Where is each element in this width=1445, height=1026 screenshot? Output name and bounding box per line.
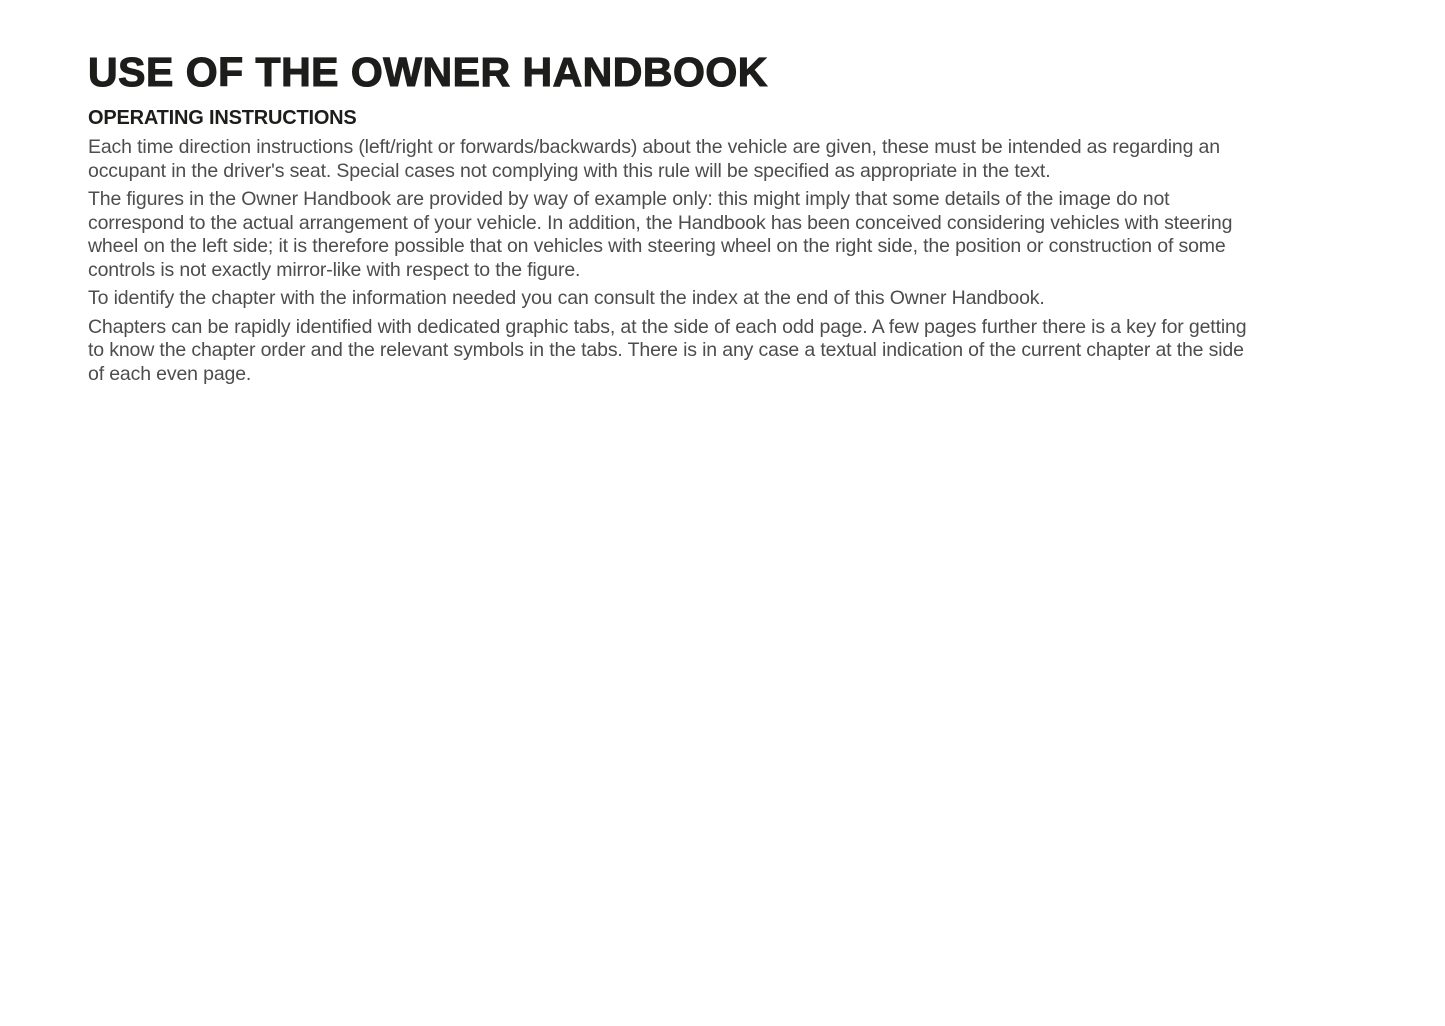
- paragraph-figures-example: The figures in the Owner Handbook are provided by way of example only: this might imply that some details of the image do not correspond to the actual arrangement of your vehicle. In addition, the Handbook has been conceived considering vehicles with steering wheel on the left side; it is therefore possible that on vehicles with steering wheel on the right side, the position or construction of some controls is not exactly mirror-like with respect to the figure.: [88, 188, 1233, 281]
- paragraph-chapter-tabs: Chapters can be rapidly identified with dedicated graphic tabs, at the side of each odd page. A few pages further there is a key for getting to know the chapter order and the relevant symbols in the tabs. There is in any case a textual indication of the current chapter at the side of each even page.: [88, 315, 1247, 385]
- section-heading: OPERATING INSTRUCTIONS: [88, 107, 357, 129]
- body-copy: [88, 136, 1250, 386]
- paragraph-index-reference: To identify the chapter with the information needed you can consult the index at the end of this Owner Handbook.: [88, 287, 1045, 309]
- page-title: USE OF THE OWNER HANDBOOK: [88, 49, 768, 95]
- paragraph-direction-instructions: Each time direction instructions (left/right or forwards/backwards) about the vehicle are given, these must be intended as regarding an occupant in the driver's seat. Special cases not complying with this rule will be specified as appropriate in the text.: [88, 136, 1220, 182]
